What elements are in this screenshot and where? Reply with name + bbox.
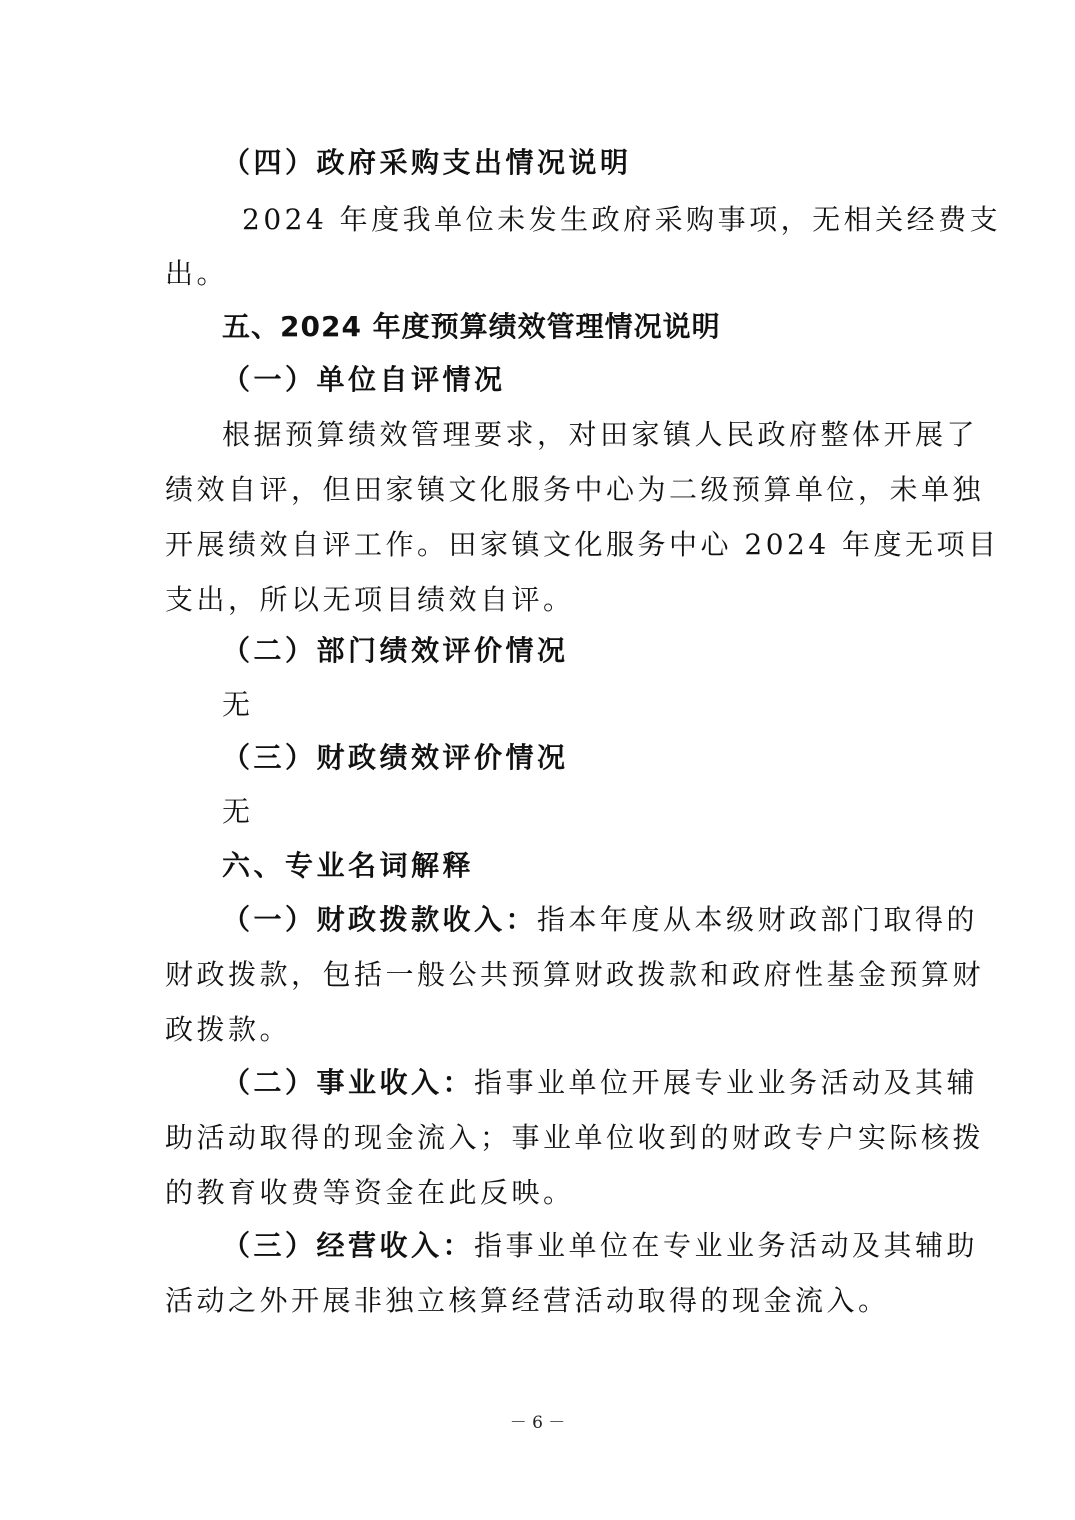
section-heading-terminology: 六、专业名词解释 [222,849,475,882]
term-label: （二）事业收入： [222,1066,475,1099]
term-definition [222,900,979,940]
term-label: （一）财政拨款收入： [222,903,538,936]
term-text: 指本年度从本级财政部门取得的 [537,903,979,936]
subsection-heading-department-evaluation: （二）部门绩效评价情况 [222,634,569,667]
term-definition [222,1226,979,1266]
paragraph-line: 助活动取得的现金流入；事业单位收到的财政专户实际核拨 [165,1121,985,1154]
term-text: 指事业单位在专业业务活动及其辅助 [474,1229,979,1262]
section-heading-government-procurement: （四）政府采购支出情况说明 [222,146,632,179]
paragraph-line: 支出，所以无项目绩效自评。 [165,583,575,616]
paragraph-line: 2024 年度我单位未发生政府采购事项，无相关经费支 [242,203,1002,236]
paragraph-line: 无 [222,795,254,828]
paragraph-line: 出。 [165,257,229,290]
paragraph-line: 活动之外开展非独立核算经营活动取得的现金流入。 [165,1284,890,1317]
paragraph-line: 开展绩效自评工作。田家镇文化服务中心 2024 年度无项目 [165,528,1000,561]
paragraph-line: 无 [222,688,254,721]
paragraph-line: 的教育收费等资金在此反映。 [165,1176,575,1209]
paragraph-line: 政拨款。 [165,1013,292,1046]
paragraph-line: 绩效自评，但田家镇文化服务中心为二级预算单位，未单独 [165,473,985,506]
paragraph-line: 根据预算绩效管理要求，对田家镇人民政府整体开展了 [222,418,979,451]
paragraph-line: 财政拨款，包括一般公共预算财政拨款和政府性基金预算财 [165,958,985,991]
term-definition [222,1063,979,1103]
subsection-heading-finance-evaluation: （三）财政绩效评价情况 [222,741,569,774]
section-heading-performance-management: 五、2024 年度预算绩效管理情况说明 [222,310,721,343]
term-text: 指事业单位开展专业业务活动及其辅 [474,1066,979,1099]
page-number: － 6 － [509,1413,566,1433]
term-label: （三）经营收入： [222,1229,475,1262]
subsection-heading-self-evaluation: （一）单位自评情况 [222,363,506,396]
